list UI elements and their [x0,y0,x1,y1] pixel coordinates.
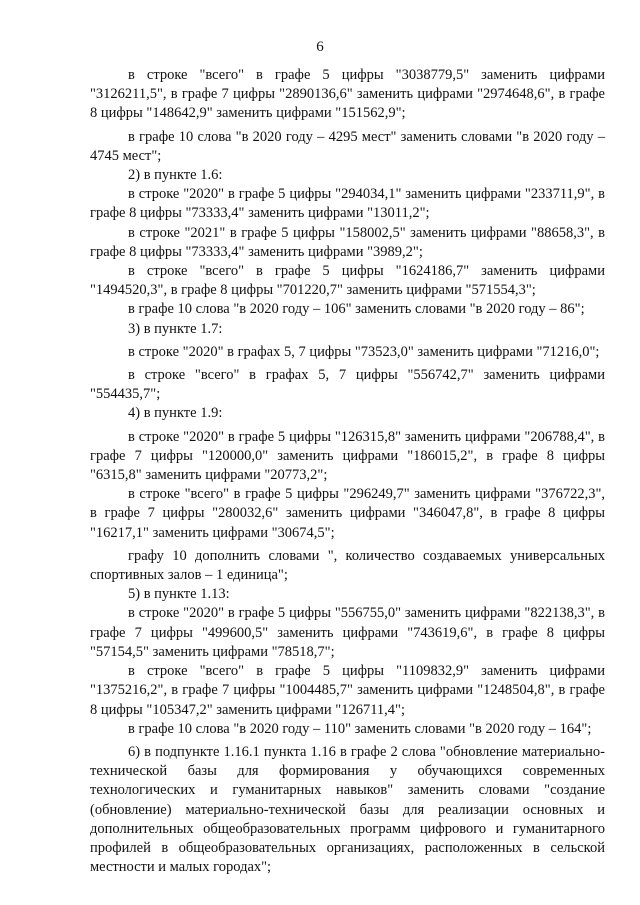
paragraph: 2) в пункте 1.6: [128,167,223,184]
paragraph: в строке "2020" в графе 5 цифры "294034,1" заменить цифрами "233711,9", в графе 8 цифры "73333,4" заменить цифрами "13011,2"; [90,186,605,222]
paragraph: 4) в пункте 1.9: [128,405,223,422]
paragraph: в строке "всего" в графе 5 цифры "1624186,7" заменить цифрами "1494520,3", в графе 8 цифры "701220,7" заменить цифрами "571554,3"; [90,263,605,299]
paragraph: в строке "2020" в графе 5 цифры "556755,0" заменить цифрами "822138,3", в графе 7 цифры "499600,5" заменить цифрами "743619,6", в графе 8 цифры "57154,5" заменить цифрами "78518,7"; [90,605,605,660]
paragraph: в строке "2020" в графе 5 цифры "126315,8" заменить цифрами "206788,4", в графе 7 цифры "120000,0" заменить цифрами "186015,2", в графе 8 цифры "6315,8" заменить цифрами "20773,2"; [90,428,605,484]
paragraph: графу 10 дополнить словами ", количество создаваемых универсальных спортивных залов – 1 единица"; [90,547,605,584]
paragraph: 6) в подпункте 1.16.1 пункта 1.16 в графе 2 слова "обновление материально-технической базы для формирования у обучающихся современных технологических и гуманитарных навыков" заменить словами "создание (обновление) материально-технической базы для реализации основных и дополнительных общеобразовательных программ цифрового и гуманитарного профилей в общеобразовательных организациях, расположенных в сельской местности и малых городах"; [90,743,605,876]
document-body [90,66,605,877]
paragraph: 3) в пункте 1.7: [128,320,223,337]
paragraph: в строке "2021" в графе 5 цифры "158002,5" заменить цифрами "88658,3", в графе 8 цифры "73333,4" заменить цифрами "3989,2"; [90,224,605,260]
paragraph: в строке "всего" в графе 5 цифры "296249,7" заменить цифрами "376722,3", в графе 7 цифры "280032,6" заменить цифрами "346047,8", в графе 8 цифры "16217,1" заменить цифрами "30674,5"; [90,486,605,541]
page-number: 6 [316,39,324,55]
paragraph: 5) в пункте 1.13: [128,586,230,603]
paragraph: в графе 10 слова "в 2020 году – 106" заменить словами "в 2020 году – 86"; [128,301,585,318]
paragraph: в строке "всего" в графе 5 цифры "3038779,5" заменить цифрами "3126211,5", в графе 7 цифры "2890136,6" заменить цифрами "2974648,6", в графе 8 цифры "148642,9" заменить цифрами "151562,9"; [90,67,605,122]
paragraph: в графе 10 слова "в 2020 году – 4295 мест" заменить словами "в 2020 году – 4745 мест"; [90,128,605,164]
paragraph: в строке "всего" в графе 5 цифры "1109832,9" заменить цифрами "1375216,2", в графе 7 цифры "1004485,7" заменить цифрами "1248504,8", в графе 8 цифры "105347,2" заменить цифрами "126711,4"; [90,663,605,718]
paragraph: в строке "всего" в графах 5, 7 цифры "556742,7" заменить цифрами "554435,7"; [90,367,605,403]
paragraph: в строке "2020" в графах 5, 7 цифры "73523,0" заменить цифрами "71216,0"; [128,343,600,360]
paragraph: в графе 10 слова "в 2020 году – 110" заменить словами "в 2020 году – 164"; [128,720,592,737]
